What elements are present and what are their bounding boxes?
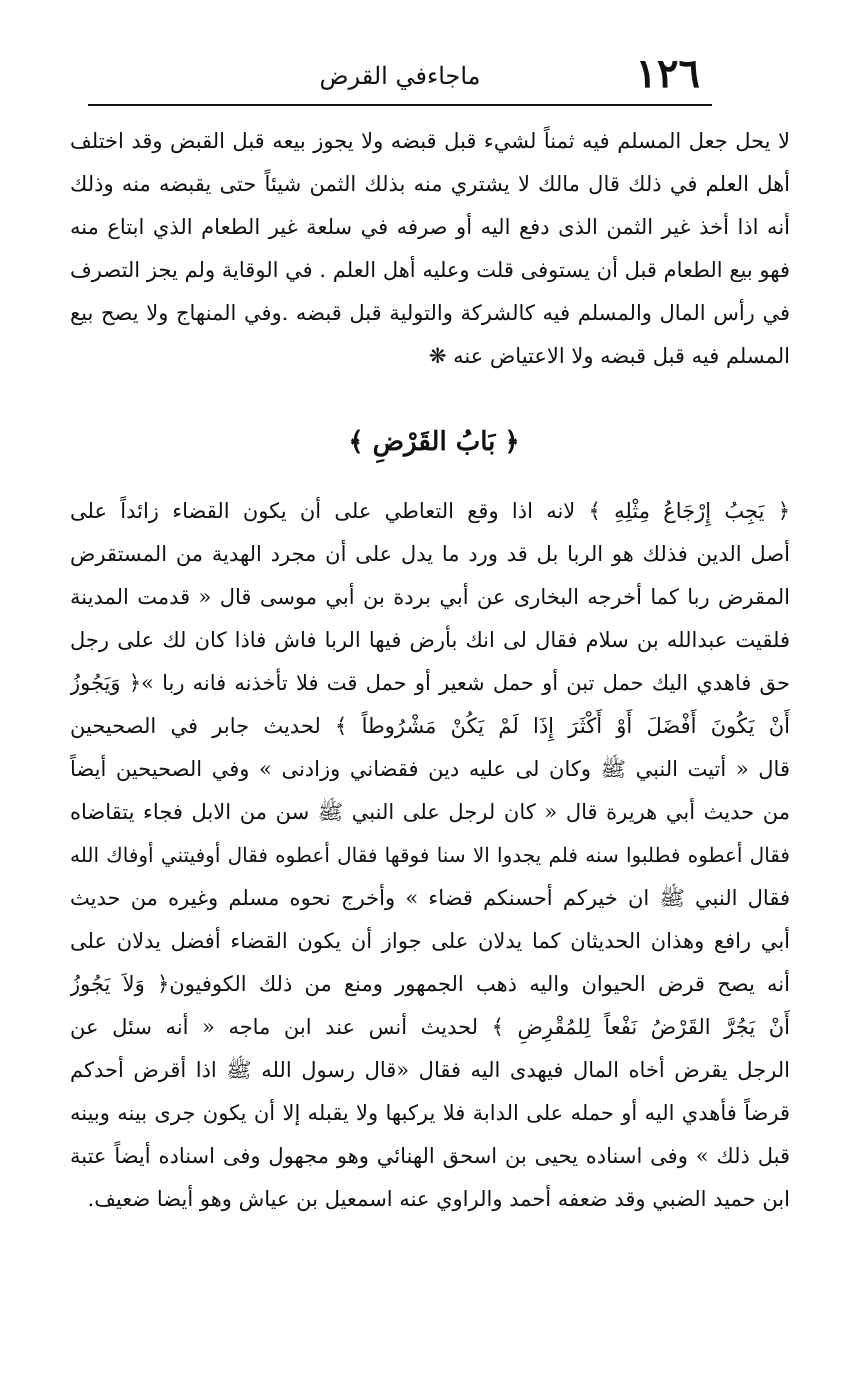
text-line: أهل العلم في ذلك قال مالك لا يشتري منه بذلك الثمن شيئاً حتى يقبضه منه وذلك (70, 172, 790, 196)
text-line: فقال أعطوه فطلبوا سنه فلم يجدوا الا سنا فوقها فقال أعطوه فقال أوفيتني أوفاك الله (70, 843, 790, 867)
header-divider (88, 104, 712, 106)
text-line: فقال النبي ﷺ ان خيركم أحسنكم قضاء » وأخرج نحوه مسلم وغيره من حديث (70, 886, 790, 910)
text-line: أنه اذا أخذ غير الثمن الذى دفع اليه أو صرفه في سلعة غير الطعام الذي ابتاع منه (70, 215, 790, 239)
paragraph-qard (70, 490, 790, 1221)
text-line: فهو بيع الطعام قبل أن يستوفى قلت وعليه أهل العلم . في الوقاية ولم يجز التصرف (70, 258, 790, 282)
text-line: أصل الدين فذلك هو الربا بل قد ورد ما يدل على أن مجرد الهدية من المستقرض (70, 542, 790, 566)
running-title: ماجاءفي القرض (319, 62, 481, 90)
text-line: ابن حميد الضبي وقد ضعفه أحمد والراوي عنه اسمعيل بن عياش وهو أيضا ضعيف. (87, 1187, 790, 1211)
page-header (90, 48, 710, 104)
text-line: فلقيت عبدالله بن سلام فقال لى انك بأرض فيها الربا فاش فاذا كان لك على رجل (70, 628, 790, 652)
text-line: المقرض ربا كما أخرجه البخارى عن أبي بردة بن أبي موسى قال « قدمت المدينة (70, 585, 790, 609)
text-line: أبي رافع وهذان الحديثان كما يدلان على جواز أن يكون القضاء أفضل يدلان على (70, 929, 790, 953)
text-line: الرجل يقرض أخاه المال فيهدى اليه فقال «قال رسول الله ﷺ اذا أقرض أحدكم (70, 1058, 790, 1082)
text-line: المسلم فيه قبل قبضه ولا الاعتياض عنه ❋ (428, 344, 790, 368)
page-number: ١٢٦ (635, 50, 700, 97)
text-line: قبل ذلك » وفى اسناده يحيى بن اسحق الهنائي وهو مجهول وفى اسناده أيضاً عتبة (70, 1144, 790, 1168)
text-line: قرضاً فأهدي اليه أو حمله على الدابة فلا يركبها ولا يقبله إلا أن يكون جرى بينه وبينه (70, 1101, 790, 1125)
text-line: لا يحل جعل المسلم فيه ثمناً لشيء قبل قبضه ولا يجوز بيعه قبل القبض وقد اختلف (70, 129, 790, 153)
chapter-title: ﴿ بَابُ القَرْضِ ﴾ (348, 427, 520, 457)
text-line: أَنْ يَجُرَّ القَرْضُ نَفْعاً لِلمُقْرِضِ ﴾ لحديث أنس عند ابن ماجه « أنه سئل عن (70, 1015, 790, 1039)
text-line: من حديث أبي هريرة قال « كان لرجل على النبي ﷺ سن من الابل فجاء يتقاضاه (70, 800, 790, 824)
text-line: ﴿ يَجِبُ إِرْجَاعُ مِثْلِهِ ﴾ لانه اذا وقع التعاطي على أن يكون القضاء زائداً على (70, 499, 790, 523)
paragraph-salam-ending (70, 120, 790, 378)
text-line: في رأس المال والمسلم فيه كالشركة والتولية قبل قبضه .وفي المنهاج ولا يصح بيع (70, 301, 790, 325)
text-line: أَنْ يَكُونَ أَفْضَلَ أَوْ أَكْثَرَ إِذَا لَمْ يَكُنْ مَشْرُوطاً ﴾ لحديث جابر في الصحيحين (70, 714, 790, 738)
text-line: حق فاهدي اليك حمل تبن أو حمل شعير أو حمل قت فلا تأخذنه فانه ربا »﴿ وَيَجُوزُ (70, 671, 790, 695)
text-line: قال « أتيت النبي ﷺ وكان لى عليه دين فقضاني وزادنى » وفي الصحيحين أيضاً (70, 757, 790, 781)
text-line: أنه يصح قرض الحيوان واليه ذهب الجمهور ومنع من ذلك الكوفيون﴿ وَلاَ يَجُوزُ (70, 972, 790, 996)
